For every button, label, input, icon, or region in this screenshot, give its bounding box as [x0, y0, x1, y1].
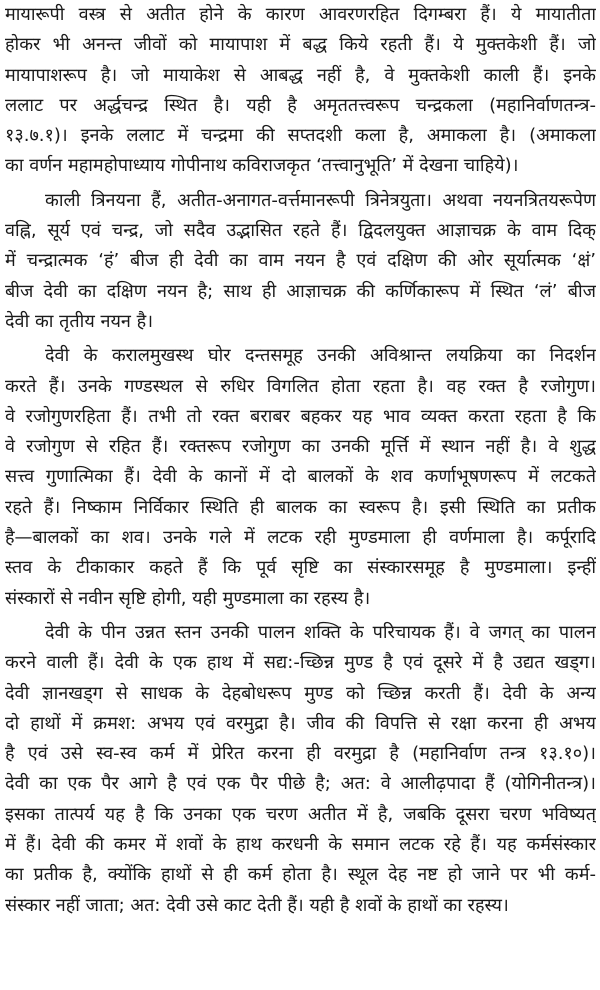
text-line: करने वाली हैं। देवी के एक हाथ में सद्य:-च्छिन्न मुण्ड है एवं दूसरे में है उद्यत खड्ग। [5, 652, 596, 674]
text-line: मायारूपी वस्त्र से अतीत होने के कारण आवरणरहित दिगम्बरा हैं। ये मायातीता [5, 4, 596, 25]
paragraph [5, 618, 596, 921]
text-line: सत्त्व गुणात्मिका हैं। देवी के कानों में दो बालकों के शव कर्णाभूषणरूप में लटकते [5, 466, 596, 488]
text-line: १३.७.१)। इनके ललाट में चन्द्रमा की सप्तदशी कला है, अमाकला है। (अमाकला [5, 125, 596, 147]
paragraph [5, 186, 596, 337]
text-line: का प्रतीक है, क्योंकि हाथों से ही कर्म होता है। स्थूल देह नष्ट हो जाने पर भी कर्म- [5, 864, 596, 886]
text-line: संस्कारों से नवीन सृष्टि होगी, यही मुण्डमाला का रहस्य है। [5, 587, 371, 609]
text-line: वह्नि, सूर्य एवं चन्द्र, जो सदैव उद्भासित रहते हैं। द्विदलयुक्त आज्ञाचक्र के वाम दिक् [5, 220, 596, 242]
text-line: रहते हैं। निष्काम निर्विकार स्थिति ही बालक का स्वरूप है। इसी स्थिति का प्रतीक [5, 496, 596, 518]
text-line: करते हैं। उनके गण्डस्थल से रुधिर विगलित होता रहता है। वह रक्त है रजोगुण। [5, 375, 596, 397]
text-line: देवी के पीन उन्नत स्तन उनकी पालन शक्ति के परिचायक हैं। वे जगत् का पालन [45, 621, 596, 643]
text-line: इसका तात्पर्य यह है कि उनका एक चरण अतीत में है, जबकि दूसरा चरण भविष्यत् [5, 803, 596, 825]
text-line: स्तव के टीकाकार कहते हैं कि पूर्व सृष्टि का संस्कारसमूह है मुण्डमाला। इन्हीं [5, 557, 596, 579]
text-line: ललाट पर अर्द्धचन्द्र स्थित है। यही है अमृततत्त्वरूप चन्द्रकला (महानिर्वाणतन्त्र- [5, 94, 596, 116]
text-line: का वर्णन महामहोपाध्याय गोपीनाथ कविराजकृत ‘तत्त्वानुभूति’ में देखना चाहिये)। [5, 155, 519, 177]
text-line: देवी ज्ञानखड्ग से साधक के देहबोधरूप मुण्ड को च्छिन्न करती हैं। देवी के अन्य [5, 682, 596, 704]
text-line: मायापाशरूप है। जो मायाकेश से आबद्ध नहीं है, वे मुक्तकेशी काली हैं। इनके [5, 64, 596, 86]
text-line: देवी का एक पैर आगे है एवं एक पैर पीछे है; अत: वे आलीढ़पादा हैं (योगिनीतन्त्र)। [5, 773, 596, 795]
paragraph [5, 341, 596, 614]
text-line: दो हाथों में क्रमश: अभय एवं वरमुद्रा है। जीव की विपत्ति से रक्षा करना ही अभय [5, 712, 596, 734]
text-line: है एवं उसे स्व-स्व कर्म में प्रेरित करना ही वरमुद्रा है (महानिर्वाण तन्त्र १३.१०)। [5, 743, 596, 765]
text-line: वे रजोगुणरहिता हैं। तभी तो रक्त बराबर बहकर यह भाव व्यक्त करता रहता है कि [5, 405, 596, 427]
text-line: है—बालकों का शव। उनके गले में लटक रही मुण्डमाला ही वर्णमाला है। कर्पूरादि [5, 527, 596, 549]
text-line: में चन्द्रात्मक ‘हं’ बीज ही देवी का वाम नयन है एवं दक्षिण की ओर सूर्यात्मक ‘क्षं’ [5, 250, 596, 272]
paragraph [5, 0, 596, 182]
text-line: में हैं। देवी की कमर में शवों के हाथ करधनी के समान लटक रहे हैं। यह कर्मसंस्कार [5, 834, 596, 856]
text-line: बीज देवी का दक्षिण नयन है; साथ ही आज्ञाचक्र की कर्णिकारूप में स्थित ‘लं’ बीज [5, 280, 596, 302]
text-line: संस्कार नहीं जाता; अत: देवी उसे काट देती हैं। यही है शवों के हाथों का रहस्य। [5, 894, 509, 916]
text-line: काली त्रिनयना हैं, अतीत-अनागत-वर्त्तमानरूपी त्रिनेत्रयुता। अथवा नयनत्रितयरूपेण [45, 189, 596, 211]
text-line: होकर भी अनन्त जीवों को मायापाश में बद्ध किये रहती हैं। ये मुक्तकेशी हैं। जो [5, 34, 596, 56]
text-line: वे रजोगुण से रहित हैं। रक्तरूप रजोगुण का उनकी मूर्त्ति में स्थान नहीं है। वे शुद्ध [5, 436, 596, 458]
text-line: देवी का तृतीय नयन है। [5, 310, 154, 332]
text-line: देवी के करालमुखस्थ घोर दन्तसमूह उनकी अविश्रान्त लयक्रिया का निदर्शन [45, 345, 596, 367]
